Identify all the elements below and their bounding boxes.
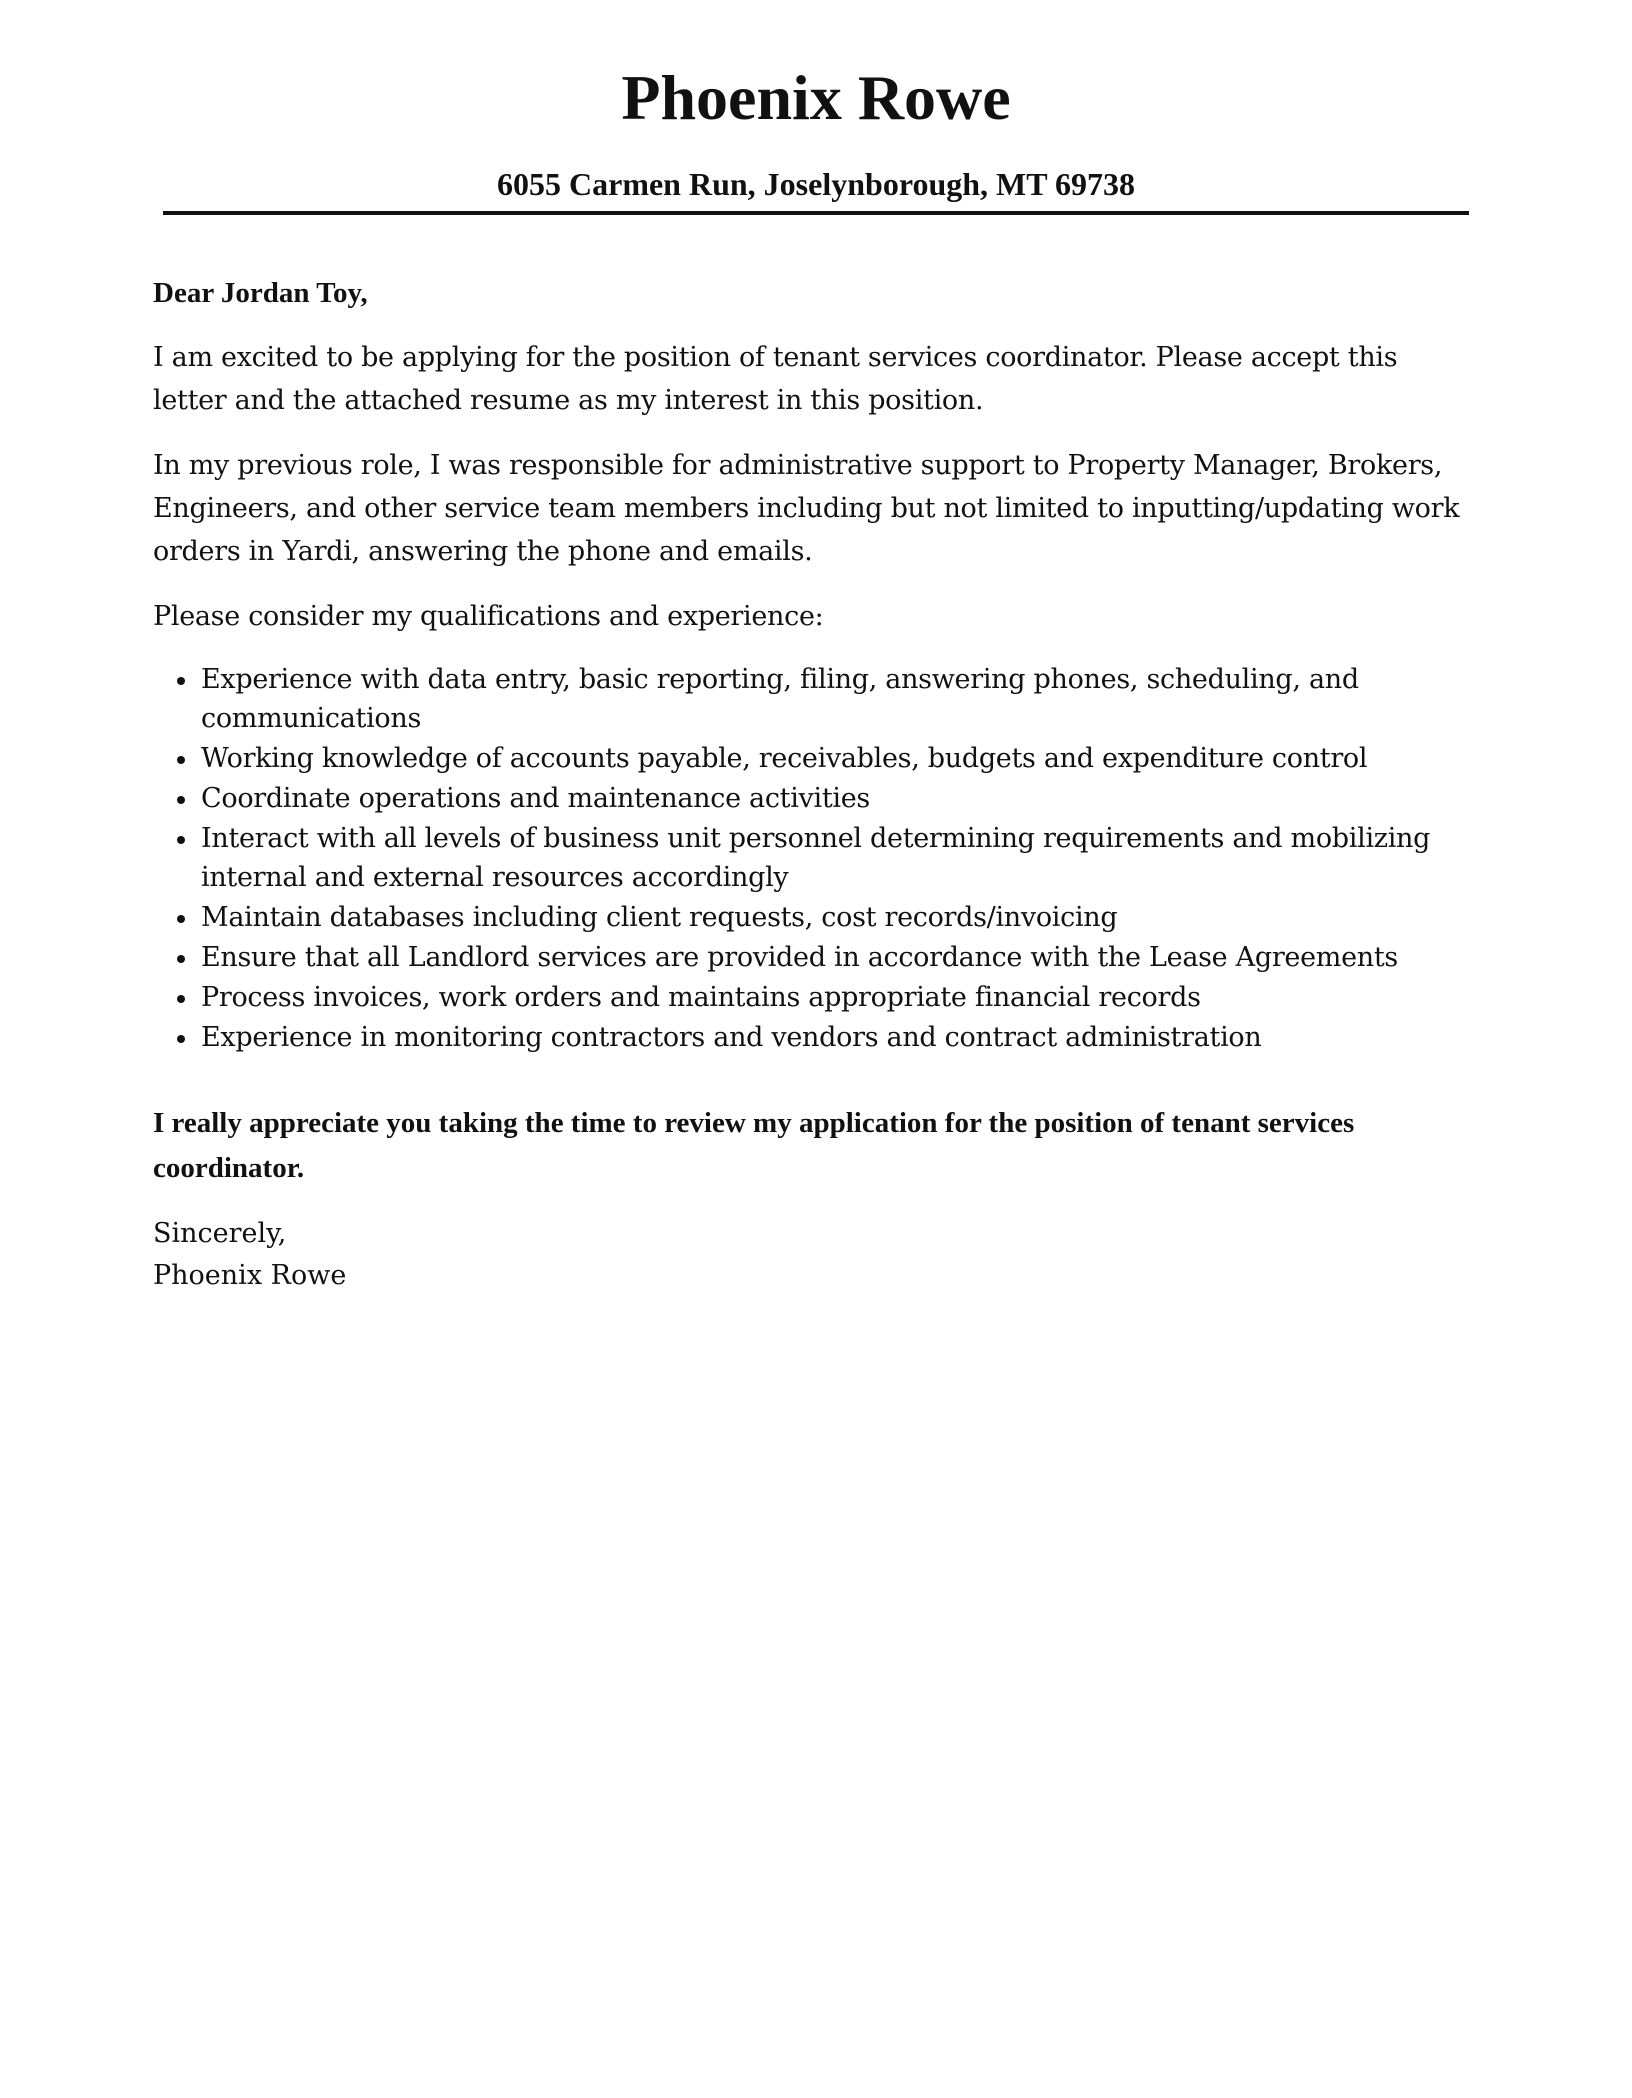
list-item: Experience in monitoring contractors and vendors and contract administration [201, 1018, 1463, 1057]
list-item: Working knowledge of accounts payable, receivables, budgets and expenditure control [201, 739, 1463, 778]
header-divider [163, 211, 1469, 215]
closing-statement: I really appreciate you taking the time to review my application for the position of tenant services coordinator. [153, 1107, 1355, 1184]
qualifications-list [153, 660, 1463, 1057]
list-item: Coordinate operations and maintenance activities [201, 779, 1463, 818]
experience-paragraph: In my previous role, I was responsible for administrative support to Property Manager, Brokers, Engineers, and other service team members including but not limited to inputting/updating work orders in Yardi, answering the phone and emails. [153, 450, 1460, 567]
signoff: Sincerely, [153, 1218, 287, 1249]
letter-body [153, 272, 1463, 1297]
list-item: Ensure that all Landlord services are provided in accordance with the Lease Agreements [201, 938, 1463, 977]
intro-paragraph: I am excited to be applying for the position of tenant services coordinator. Please accept this letter and the attached resume as my interest in this position. [153, 342, 1398, 416]
list-item: Experience with data entry, basic reporting, filing, answering phones, scheduling, and communications [201, 660, 1463, 738]
list-item: Interact with all levels of business unit personnel determining requirements and mobilizing internal and external resources accordingly [201, 819, 1463, 897]
applicant-name: Phoenix Rowe [621, 62, 1011, 133]
signature-name: Phoenix Rowe [153, 1260, 347, 1291]
list-item: Process invoices, work orders and maintains appropriate financial records [201, 978, 1463, 1017]
applicant-address: 6055 Carmen Run, Joselynborough, MT 69738 [497, 166, 1135, 202]
salutation: Dear Jordan Toy, [153, 277, 368, 309]
qualifications-intro: Please consider my qualifications and experience: [153, 601, 824, 632]
list-item: Maintain databases including client requests, cost records/invoicing [201, 898, 1463, 937]
